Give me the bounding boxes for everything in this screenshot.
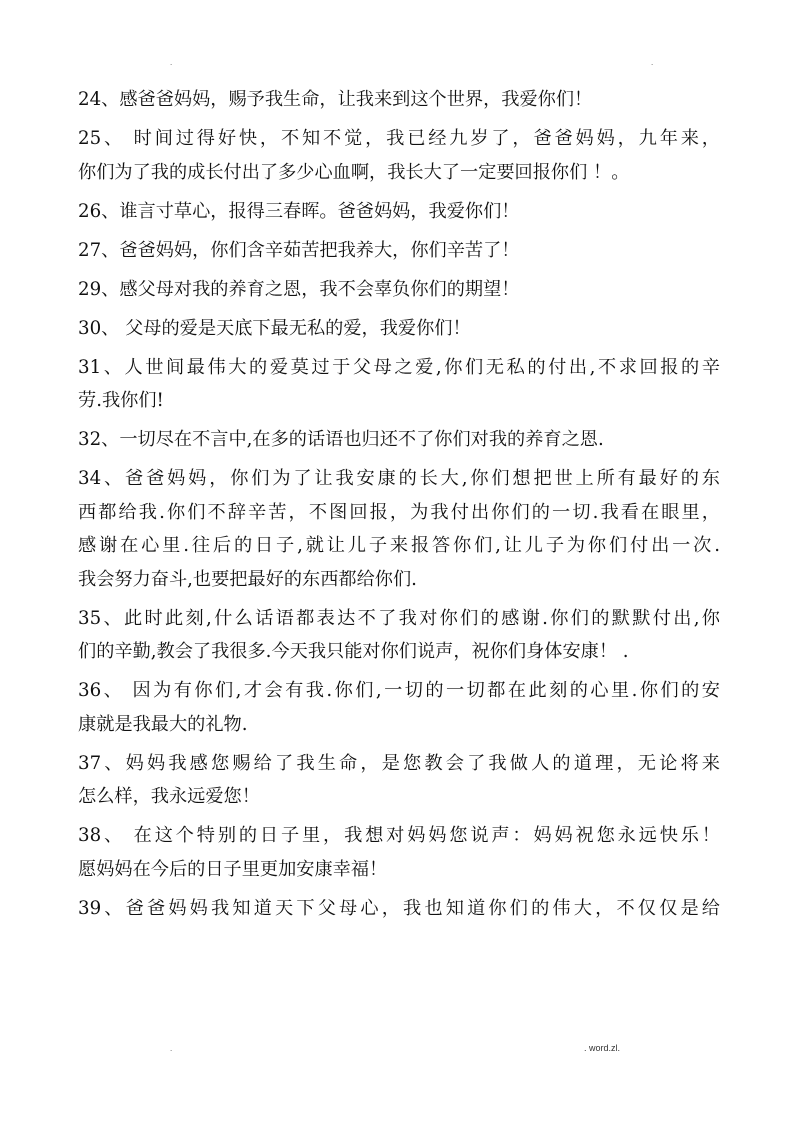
paragraph <box>78 234 720 268</box>
paragraph-line: 愿妈妈在今后的日子里更加安康幸福！ <box>78 858 388 880</box>
paragraph-line: 我会努力奋斗,也要把最好的东西都给你们. <box>78 568 417 590</box>
paragraph-line: 29、感父母对我的养育之恩，我不会辜负你们的期望！ <box>78 278 520 300</box>
paragraph <box>78 747 720 814</box>
paragraph-line: 康就是我最大的礼物. <box>78 713 248 735</box>
paragraph <box>78 602 720 669</box>
header-dot-left: . <box>170 58 173 67</box>
paragraph-line: 感谢在心里.往后的日子,就让儿子来报答你们,让儿子为你们付出一次. <box>78 535 720 556</box>
paragraph <box>78 819 720 886</box>
paragraph-line: 24、感爸爸妈妈，赐予我生命，让我来到这个世界，我爱你们！ <box>78 89 593 110</box>
paragraph-line: 25、 时间过得好快，不知不觉，我已经九岁了，爸爸妈妈，九年来， <box>78 128 720 149</box>
footer-text: . word.zl. <box>584 1043 621 1053</box>
paragraph <box>78 273 720 307</box>
paragraph-line: 26、谁言寸草心，报得三春晖。爸爸妈妈，我爱你们！ <box>78 200 520 222</box>
paragraph-line: 34、爸爸妈妈，你们为了让我安康的长大,你们想把世上所有最好的东 <box>78 468 720 489</box>
document-body <box>78 83 720 925</box>
paragraph <box>78 674 720 741</box>
paragraph-line: 劳.我你们! <box>78 390 164 411</box>
paragraph <box>78 462 720 596</box>
paragraph-line: 39、爸爸妈妈我知道天下父母心，我也知道你们的伟大，不仅仅是给 <box>78 897 720 919</box>
paragraph <box>78 892 720 926</box>
paragraph <box>78 122 720 189</box>
paragraph-line: 27、爸爸妈妈，你们含辛茹苦把我养大，你们辛苦了！ <box>78 239 520 261</box>
paragraph-line: 37、妈妈我感您赐给了我生命，是您教会了我做人的道理，无论将来 <box>78 752 720 774</box>
footer-dot-left: . <box>170 1044 173 1053</box>
paragraph-line: 36、 因为有你们,才会有我.你们,一切的一切都在此刻的心里.你们的安 <box>78 680 720 701</box>
paragraph-line: 们的辛勤,教会了我很多.今天我只能对你们说声，祝你们身体安康！ . <box>78 641 629 662</box>
paragraph-line: 西都给我.你们不辞辛苦，不图回报，为我付出你们的一切.我看在眼里， <box>78 501 720 523</box>
paragraph <box>78 195 720 229</box>
paragraph-line: 38、 在这个特别的日子里，我想对妈妈您说声：妈妈祝您永远快乐！ <box>78 825 720 846</box>
header-dot-right: . <box>651 58 654 67</box>
paragraph <box>78 312 720 346</box>
paragraph-line: 30、 父母的爱是天底下最无私的爱，我爱你们！ <box>78 317 471 339</box>
paragraph-line: 31、人世间最伟大的爱莫过于父母之爱,你们无私的付出,不求回报的辛 <box>78 356 720 378</box>
paragraph-line: 怎么样，我永远爱您！ <box>78 786 260 807</box>
paragraph <box>78 351 720 418</box>
paragraph-line: 35、此时此刻,什么话语都表达不了我对你们的感谢.你们的默默付出,你 <box>78 607 720 629</box>
paragraph <box>78 423 720 457</box>
paragraph-line: 你们为了我的成长付出了多少心血啊，我长大了一定要回报你们 ！。 <box>78 161 630 183</box>
paragraph <box>78 83 720 117</box>
paragraph-line: 32、一切尽在不言中,在多的话语也归还不了你们对我的养育之恩. <box>78 429 604 450</box>
